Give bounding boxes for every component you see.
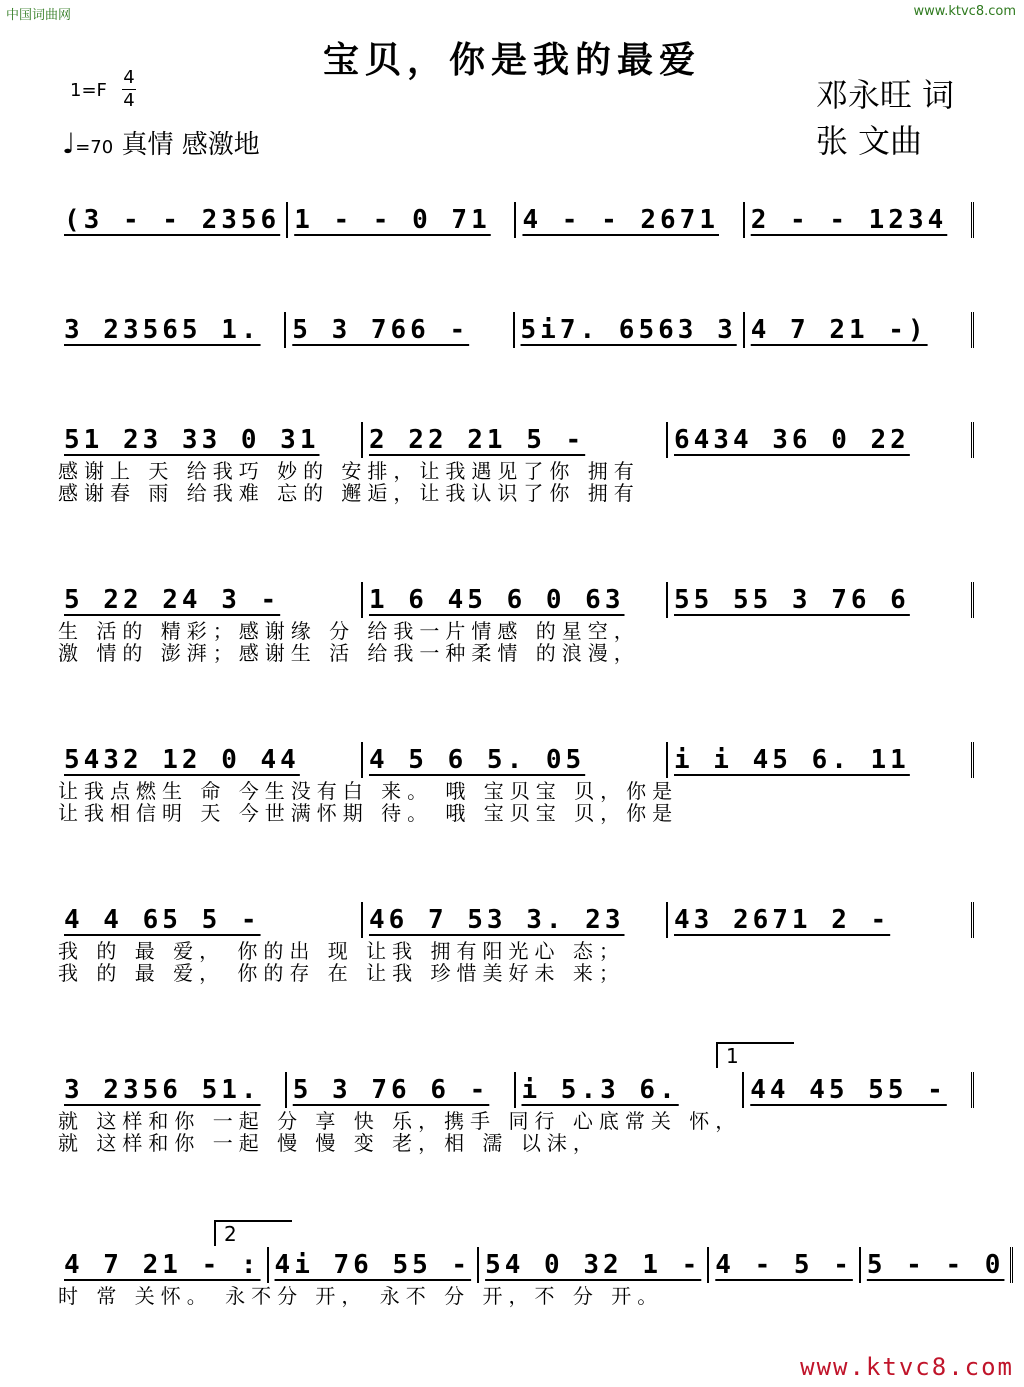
measure: (3 - - 2356	[58, 202, 288, 238]
measure: 6434 36 0 22	[668, 422, 974, 458]
lyric-verse-2: 激 情的 澎湃；感谢生 活 给我一种柔情 的浪漫，	[58, 641, 640, 665]
measure: 5 - - 0	[861, 1247, 1014, 1283]
score-line-4	[58, 580, 974, 664]
tempo-marking	[62, 124, 260, 161]
measure: 3 23565 1.	[58, 312, 286, 348]
notes-row	[58, 740, 974, 780]
notes-row	[58, 310, 974, 350]
lyric-verse-2: 感谢春 雨 给我难 忘的 邂逅，让我认识了你 拥有	[58, 481, 640, 505]
measure: 4i 76 55 -	[269, 1247, 480, 1283]
expression-text: 真情 感激地	[121, 130, 260, 160]
notes-row	[58, 420, 974, 460]
lyric-verse-1: 我 的 最 爱， 你的出 现 让我 拥有阳光心 态；	[58, 939, 625, 963]
measure: 54 0 32 1 -	[479, 1247, 709, 1283]
volta-1-bracket: 1	[716, 1042, 794, 1068]
lyric-verse-2: 就 这样和你 一起 慢 慢 变 老，相 濡 以沫，	[58, 1131, 599, 1155]
lyric-verse-1: 让我点燃生 命 今生没有白 来。 哦 宝贝宝 贝，你是	[58, 779, 679, 803]
volta-2-bracket: 2	[214, 1220, 292, 1246]
notes-row	[58, 1245, 1005, 1285]
measure: 5 3 76 6 -	[287, 1072, 516, 1108]
lyricist-credit: 邓永旺 词	[815, 76, 954, 114]
credits	[816, 72, 954, 164]
lyric-verse-1: 时 常 关怀。 永不分 开， 永不 分 开，不 分 开。	[58, 1284, 664, 1308]
lyric-verse-1: 感谢上 天 给我巧 妙的 安排，让我遇见了你 拥有	[58, 459, 640, 483]
measure: 5 3 766 -	[286, 312, 514, 348]
measure: 4 - 5 -	[709, 1247, 861, 1283]
measure: 55 55 3 76 6	[668, 582, 974, 618]
lyric-verse-2: 让我相信明 天 今世满怀期 待。 哦 宝贝宝 贝，你是	[58, 801, 679, 825]
measure: 3 2356 51.	[58, 1072, 287, 1108]
score-line-2	[58, 310, 974, 350]
measure: 2 22 21 5 -	[363, 422, 668, 458]
lyric-verse-2: 我 的 最 爱， 你的存 在 让我 珍惜美好未 来；	[58, 961, 625, 985]
measure: 51 23 33 0 31	[58, 422, 363, 458]
composer-credit: 张 文曲	[815, 122, 922, 160]
site-url-right: www.ktvc8.com	[913, 4, 1016, 19]
score-line-3	[58, 420, 974, 504]
site-watermark: www.ktvc8.com	[800, 1353, 1014, 1381]
lyric-verse-1: 就 这样和你 一起 分 享 快 乐，携手 同行 心底常关 怀，	[58, 1109, 742, 1133]
notes-row	[58, 200, 974, 240]
site-name-left: 中国词曲网	[6, 8, 72, 23]
notes-row	[58, 580, 974, 620]
measure: 1 6 45 6 0 63	[363, 582, 668, 618]
notes-row	[58, 1070, 974, 1110]
song-title: 宝贝，你是我的最爱	[322, 39, 701, 81]
measure: 46 7 53 3. 23	[363, 902, 668, 938]
tempo-value: =70	[75, 137, 114, 158]
measure: 4 5 6 5. 05	[363, 742, 668, 778]
score-line-7	[58, 1070, 974, 1154]
time-signature	[122, 68, 136, 111]
score-line-5	[58, 740, 974, 824]
measure: 5 22 24 3 -	[58, 582, 363, 618]
measure: 5432 12 0 44	[58, 742, 363, 778]
measure: 5i7. 6563 3	[515, 312, 745, 348]
measure: 44 45 55 -	[744, 1072, 974, 1108]
measure: 2 - - 1234	[745, 202, 974, 238]
lyric-verse-1: 生 活的 精彩；感谢缘 分 给我一片情感 的星空，	[58, 619, 640, 643]
measure: 4 7 21 - :	[58, 1247, 269, 1283]
time-signature-bottom: 4	[123, 90, 135, 111]
measure: 4 - - 2671	[516, 202, 744, 238]
quarter-note-icon: ♩	[62, 127, 76, 160]
measure: i i 45 6. 11	[668, 742, 974, 778]
score-line-8	[58, 1245, 1005, 1308]
measure: 4 7 21 -)	[745, 312, 974, 348]
notes-row	[58, 900, 974, 940]
measure: 43 2671 2 -	[668, 902, 974, 938]
measure: i 5.3 6.	[516, 1072, 745, 1108]
score-line-6	[58, 900, 974, 984]
time-signature-top: 4	[123, 67, 135, 88]
key-signature: 1=F	[70, 80, 107, 101]
measure: 1 - - 0 71	[288, 202, 516, 238]
score-line-1	[58, 200, 974, 240]
measure: 4 4 65 5 -	[58, 902, 363, 938]
